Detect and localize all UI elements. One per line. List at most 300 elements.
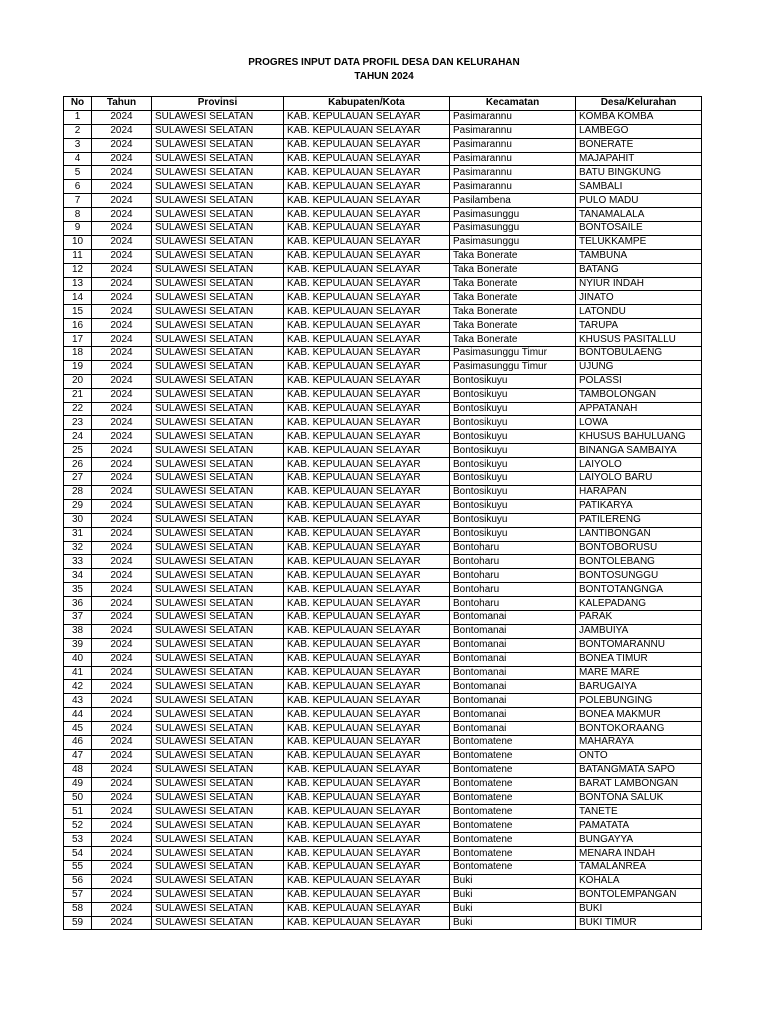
table-row: [64, 735, 702, 749]
cell-desa-kelurahan: PULO MADU: [576, 194, 702, 208]
cell-tahun: 2024: [92, 555, 152, 569]
cell-no: 9: [64, 222, 92, 236]
cell-kecamatan: Bontomanai: [450, 624, 576, 638]
cell-provinsi: SULAWESI SELATAN: [152, 138, 284, 152]
table-row: [64, 277, 702, 291]
table-row: [64, 708, 702, 722]
cell-no: 31: [64, 527, 92, 541]
cell-kecamatan: Pasimarannu: [450, 110, 576, 124]
table-row: [64, 319, 702, 333]
cell-desa-kelurahan: LANTIBONGAN: [576, 527, 702, 541]
cell-desa-kelurahan: BUNGAYYA: [576, 833, 702, 847]
cell-desa-kelurahan: BONTOTANGNGA: [576, 583, 702, 597]
cell-desa-kelurahan: KOHALA: [576, 874, 702, 888]
cell-no: 37: [64, 610, 92, 624]
cell-tahun: 2024: [92, 388, 152, 402]
table-row: [64, 847, 702, 861]
cell-no: 28: [64, 485, 92, 499]
cell-kabupaten-kota: KAB. KEPULAUAN SELAYAR: [284, 624, 450, 638]
cell-kabupaten-kota: KAB. KEPULAUAN SELAYAR: [284, 166, 450, 180]
cell-kecamatan: Bontoharu: [450, 555, 576, 569]
cell-desa-kelurahan: LAIYOLO BARU: [576, 472, 702, 486]
cell-desa-kelurahan: KOMBA KOMBA: [576, 110, 702, 124]
table-row: [64, 610, 702, 624]
cell-kabupaten-kota: KAB. KEPULAUAN SELAYAR: [284, 235, 450, 249]
cell-kecamatan: Bontomatene: [450, 777, 576, 791]
cell-kabupaten-kota: KAB. KEPULAUAN SELAYAR: [284, 569, 450, 583]
cell-tahun: 2024: [92, 333, 152, 347]
cell-kabupaten-kota: KAB. KEPULAUAN SELAYAR: [284, 541, 450, 555]
table-row: [64, 583, 702, 597]
cell-tahun: 2024: [92, 263, 152, 277]
cell-no: 20: [64, 374, 92, 388]
cell-no: 50: [64, 791, 92, 805]
cell-provinsi: SULAWESI SELATAN: [152, 249, 284, 263]
cell-kecamatan: Pasimasunggu: [450, 235, 576, 249]
cell-kabupaten-kota: KAB. KEPULAUAN SELAYAR: [284, 291, 450, 305]
cell-provinsi: SULAWESI SELATAN: [152, 583, 284, 597]
cell-kabupaten-kota: KAB. KEPULAUAN SELAYAR: [284, 708, 450, 722]
cell-kabupaten-kota: KAB. KEPULAUAN SELAYAR: [284, 152, 450, 166]
cell-tahun: 2024: [92, 444, 152, 458]
cell-desa-kelurahan: BONERATE: [576, 138, 702, 152]
cell-no: 58: [64, 902, 92, 916]
cell-kabupaten-kota: KAB. KEPULAUAN SELAYAR: [284, 388, 450, 402]
cell-tahun: 2024: [92, 180, 152, 194]
cell-no: 8: [64, 208, 92, 222]
cell-no: 33: [64, 555, 92, 569]
cell-kecamatan: Pasimasunggu: [450, 208, 576, 222]
cell-tahun: 2024: [92, 791, 152, 805]
cell-tahun: 2024: [92, 888, 152, 902]
cell-tahun: 2024: [92, 638, 152, 652]
cell-kecamatan: Bontosikuyu: [450, 527, 576, 541]
cell-kecamatan: Taka Bonerate: [450, 277, 576, 291]
cell-kecamatan: Bontosikuyu: [450, 444, 576, 458]
cell-tahun: 2024: [92, 763, 152, 777]
cell-kabupaten-kota: KAB. KEPULAUAN SELAYAR: [284, 458, 450, 472]
cell-tahun: 2024: [92, 152, 152, 166]
cell-no: 10: [64, 235, 92, 249]
cell-no: 35: [64, 583, 92, 597]
cell-tahun: 2024: [92, 110, 152, 124]
table-row: [64, 166, 702, 180]
table-row: [64, 569, 702, 583]
cell-tahun: 2024: [92, 902, 152, 916]
cell-no: 7: [64, 194, 92, 208]
cell-kabupaten-kota: KAB. KEPULAUAN SELAYAR: [284, 777, 450, 791]
cell-no: 27: [64, 472, 92, 486]
cell-kecamatan: Bontoharu: [450, 597, 576, 611]
table-row: [64, 180, 702, 194]
cell-desa-kelurahan: PATILERENG: [576, 513, 702, 527]
cell-kabupaten-kota: KAB. KEPULAUAN SELAYAR: [284, 124, 450, 138]
cell-kabupaten-kota: KAB. KEPULAUAN SELAYAR: [284, 333, 450, 347]
cell-kabupaten-kota: KAB. KEPULAUAN SELAYAR: [284, 513, 450, 527]
cell-desa-kelurahan: TELUKKAMPE: [576, 235, 702, 249]
cell-kabupaten-kota: KAB. KEPULAUAN SELAYAR: [284, 319, 450, 333]
cell-provinsi: SULAWESI SELATAN: [152, 333, 284, 347]
cell-no: 18: [64, 347, 92, 361]
cell-tahun: 2024: [92, 291, 152, 305]
cell-no: 1: [64, 110, 92, 124]
cell-kecamatan: Taka Bonerate: [450, 249, 576, 263]
cell-provinsi: SULAWESI SELATAN: [152, 805, 284, 819]
cell-tahun: 2024: [92, 749, 152, 763]
cell-kabupaten-kota: KAB. KEPULAUAN SELAYAR: [284, 860, 450, 874]
cell-kabupaten-kota: KAB. KEPULAUAN SELAYAR: [284, 430, 450, 444]
cell-desa-kelurahan: BARAT LAMBONGAN: [576, 777, 702, 791]
cell-tahun: 2024: [92, 847, 152, 861]
table-row: [64, 749, 702, 763]
cell-kecamatan: Bontomanai: [450, 610, 576, 624]
cell-desa-kelurahan: BATANGMATA SAPO: [576, 763, 702, 777]
table-row: [64, 194, 702, 208]
cell-provinsi: SULAWESI SELATAN: [152, 708, 284, 722]
cell-kecamatan: Pasimarannu: [450, 180, 576, 194]
cell-no: 56: [64, 874, 92, 888]
cell-provinsi: SULAWESI SELATAN: [152, 124, 284, 138]
cell-provinsi: SULAWESI SELATAN: [152, 902, 284, 916]
cell-provinsi: SULAWESI SELATAN: [152, 735, 284, 749]
cell-desa-kelurahan: LOWA: [576, 416, 702, 430]
cell-tahun: 2024: [92, 513, 152, 527]
table-row: [64, 333, 702, 347]
cell-no: 52: [64, 819, 92, 833]
cell-tahun: 2024: [92, 138, 152, 152]
cell-kecamatan: Bontomanai: [450, 708, 576, 722]
cell-kecamatan: Bontomanai: [450, 652, 576, 666]
cell-provinsi: SULAWESI SELATAN: [152, 694, 284, 708]
cell-tahun: 2024: [92, 597, 152, 611]
table-row: [64, 652, 702, 666]
cell-kecamatan: Bontomanai: [450, 680, 576, 694]
cell-desa-kelurahan: JINATO: [576, 291, 702, 305]
cell-tahun: 2024: [92, 777, 152, 791]
cell-provinsi: SULAWESI SELATAN: [152, 916, 284, 930]
cell-no: 30: [64, 513, 92, 527]
cell-no: 43: [64, 694, 92, 708]
cell-desa-kelurahan: TANAMALALA: [576, 208, 702, 222]
cell-kabupaten-kota: KAB. KEPULAUAN SELAYAR: [284, 277, 450, 291]
cell-provinsi: SULAWESI SELATAN: [152, 888, 284, 902]
cell-provinsi: SULAWESI SELATAN: [152, 847, 284, 861]
cell-no: 42: [64, 680, 92, 694]
cell-kecamatan: Pasimarannu: [450, 166, 576, 180]
cell-no: 25: [64, 444, 92, 458]
cell-kecamatan: Bontomatene: [450, 833, 576, 847]
cell-no: 59: [64, 916, 92, 930]
cell-provinsi: SULAWESI SELATAN: [152, 416, 284, 430]
cell-provinsi: SULAWESI SELATAN: [152, 819, 284, 833]
cell-kecamatan: Bontomatene: [450, 819, 576, 833]
cell-kabupaten-kota: KAB. KEPULAUAN SELAYAR: [284, 888, 450, 902]
cell-kabupaten-kota: KAB. KEPULAUAN SELAYAR: [284, 819, 450, 833]
cell-kabupaten-kota: KAB. KEPULAUAN SELAYAR: [284, 763, 450, 777]
cell-kecamatan: Bontosikuyu: [450, 458, 576, 472]
table-row: [64, 472, 702, 486]
cell-desa-kelurahan: BONEA TIMUR: [576, 652, 702, 666]
cell-provinsi: SULAWESI SELATAN: [152, 569, 284, 583]
cell-kecamatan: Taka Bonerate: [450, 263, 576, 277]
cell-provinsi: SULAWESI SELATAN: [152, 305, 284, 319]
cell-no: 22: [64, 402, 92, 416]
cell-desa-kelurahan: BINANGA SAMBAIYA: [576, 444, 702, 458]
cell-no: 26: [64, 458, 92, 472]
cell-kabupaten-kota: KAB. KEPULAUAN SELAYAR: [284, 597, 450, 611]
cell-kecamatan: Bontosikuyu: [450, 374, 576, 388]
table-row: [64, 722, 702, 736]
cell-no: 48: [64, 763, 92, 777]
cell-provinsi: SULAWESI SELATAN: [152, 402, 284, 416]
table-row: [64, 860, 702, 874]
table-row: [64, 360, 702, 374]
cell-desa-kelurahan: LAIYOLO: [576, 458, 702, 472]
table-row: [64, 666, 702, 680]
table-row: [64, 805, 702, 819]
cell-no: 12: [64, 263, 92, 277]
cell-kabupaten-kota: KAB. KEPULAUAN SELAYAR: [284, 402, 450, 416]
cell-desa-kelurahan: BONTOSAILE: [576, 222, 702, 236]
cell-provinsi: SULAWESI SELATAN: [152, 860, 284, 874]
table-row: [64, 916, 702, 930]
cell-kabupaten-kota: KAB. KEPULAUAN SELAYAR: [284, 194, 450, 208]
cell-no: 47: [64, 749, 92, 763]
cell-kabupaten-kota: KAB. KEPULAUAN SELAYAR: [284, 222, 450, 236]
cell-no: 55: [64, 860, 92, 874]
cell-kabupaten-kota: KAB. KEPULAUAN SELAYAR: [284, 180, 450, 194]
cell-tahun: 2024: [92, 666, 152, 680]
cell-no: 14: [64, 291, 92, 305]
cell-no: 38: [64, 624, 92, 638]
cell-kecamatan: Pasimasunggu Timur: [450, 347, 576, 361]
cell-provinsi: SULAWESI SELATAN: [152, 180, 284, 194]
header-desa-kelurahan: Desa/Kelurahan: [576, 97, 702, 111]
cell-kecamatan: Bontosikuyu: [450, 416, 576, 430]
cell-provinsi: SULAWESI SELATAN: [152, 347, 284, 361]
cell-tahun: 2024: [92, 124, 152, 138]
cell-no: 24: [64, 430, 92, 444]
cell-kecamatan: Taka Bonerate: [450, 333, 576, 347]
cell-tahun: 2024: [92, 319, 152, 333]
cell-desa-kelurahan: BONTOLEBANG: [576, 555, 702, 569]
cell-kabupaten-kota: KAB. KEPULAUAN SELAYAR: [284, 874, 450, 888]
cell-kecamatan: Bontomatene: [450, 763, 576, 777]
cell-no: 23: [64, 416, 92, 430]
cell-provinsi: SULAWESI SELATAN: [152, 749, 284, 763]
header-no: No: [64, 97, 92, 111]
cell-kabupaten-kota: KAB. KEPULAUAN SELAYAR: [284, 360, 450, 374]
table-row: [64, 513, 702, 527]
cell-kecamatan: Bontoharu: [450, 541, 576, 555]
table-row: [64, 458, 702, 472]
cell-tahun: 2024: [92, 527, 152, 541]
cell-desa-kelurahan: PARAK: [576, 610, 702, 624]
cell-tahun: 2024: [92, 805, 152, 819]
cell-tahun: 2024: [92, 833, 152, 847]
cell-kecamatan: Buki: [450, 888, 576, 902]
cell-tahun: 2024: [92, 624, 152, 638]
cell-provinsi: SULAWESI SELATAN: [152, 152, 284, 166]
table-row: [64, 222, 702, 236]
cell-tahun: 2024: [92, 402, 152, 416]
cell-desa-kelurahan: SAMBALI: [576, 180, 702, 194]
cell-provinsi: SULAWESI SELATAN: [152, 791, 284, 805]
cell-kabupaten-kota: KAB. KEPULAUAN SELAYAR: [284, 263, 450, 277]
cell-tahun: 2024: [92, 694, 152, 708]
cell-desa-kelurahan: BONTOBULAENG: [576, 347, 702, 361]
cell-desa-kelurahan: JAMBUIYA: [576, 624, 702, 638]
cell-no: 5: [64, 166, 92, 180]
cell-desa-kelurahan: MARE MARE: [576, 666, 702, 680]
cell-kecamatan: Bontomatene: [450, 791, 576, 805]
cell-provinsi: SULAWESI SELATAN: [152, 388, 284, 402]
header-tahun: Tahun: [92, 97, 152, 111]
table-row: [64, 430, 702, 444]
cell-provinsi: SULAWESI SELATAN: [152, 458, 284, 472]
cell-kabupaten-kota: KAB. KEPULAUAN SELAYAR: [284, 555, 450, 569]
cell-kabupaten-kota: KAB. KEPULAUAN SELAYAR: [284, 722, 450, 736]
cell-kabupaten-kota: KAB. KEPULAUAN SELAYAR: [284, 805, 450, 819]
cell-kecamatan: Taka Bonerate: [450, 305, 576, 319]
cell-tahun: 2024: [92, 874, 152, 888]
table-row: [64, 680, 702, 694]
cell-tahun: 2024: [92, 222, 152, 236]
table-row: [64, 777, 702, 791]
cell-desa-kelurahan: BONTOMARANNU: [576, 638, 702, 652]
cell-provinsi: SULAWESI SELATAN: [152, 166, 284, 180]
table-row: [64, 402, 702, 416]
table-row: [64, 249, 702, 263]
cell-tahun: 2024: [92, 472, 152, 486]
cell-no: 32: [64, 541, 92, 555]
cell-kabupaten-kota: KAB. KEPULAUAN SELAYAR: [284, 583, 450, 597]
cell-no: 40: [64, 652, 92, 666]
table-row: [64, 305, 702, 319]
cell-kabupaten-kota: KAB. KEPULAUAN SELAYAR: [284, 499, 450, 513]
cell-kabupaten-kota: KAB. KEPULAUAN SELAYAR: [284, 444, 450, 458]
cell-no: 51: [64, 805, 92, 819]
cell-tahun: 2024: [92, 499, 152, 513]
cell-no: 45: [64, 722, 92, 736]
cell-provinsi: SULAWESI SELATAN: [152, 360, 284, 374]
cell-kabupaten-kota: KAB. KEPULAUAN SELAYAR: [284, 916, 450, 930]
cell-desa-kelurahan: KHUSUS PASITALLU: [576, 333, 702, 347]
cell-provinsi: SULAWESI SELATAN: [152, 194, 284, 208]
table-row: [64, 110, 702, 124]
table-row: [64, 291, 702, 305]
cell-provinsi: SULAWESI SELATAN: [152, 833, 284, 847]
cell-kabupaten-kota: KAB. KEPULAUAN SELAYAR: [284, 208, 450, 222]
cell-tahun: 2024: [92, 485, 152, 499]
cell-provinsi: SULAWESI SELATAN: [152, 472, 284, 486]
cell-no: 36: [64, 597, 92, 611]
cell-desa-kelurahan: MAHARAYA: [576, 735, 702, 749]
cell-tahun: 2024: [92, 360, 152, 374]
cell-provinsi: SULAWESI SELATAN: [152, 874, 284, 888]
cell-provinsi: SULAWESI SELATAN: [152, 235, 284, 249]
cell-desa-kelurahan: HARAPAN: [576, 485, 702, 499]
cell-no: 6: [64, 180, 92, 194]
cell-kecamatan: Bontomatene: [450, 847, 576, 861]
cell-kecamatan: Pasimarannu: [450, 124, 576, 138]
cell-kabupaten-kota: KAB. KEPULAUAN SELAYAR: [284, 110, 450, 124]
table-row: [64, 374, 702, 388]
cell-provinsi: SULAWESI SELATAN: [152, 638, 284, 652]
table-header-row: [64, 97, 702, 111]
cell-no: 46: [64, 735, 92, 749]
cell-kabupaten-kota: KAB. KEPULAUAN SELAYAR: [284, 833, 450, 847]
table-row: [64, 152, 702, 166]
cell-kabupaten-kota: KAB. KEPULAUAN SELAYAR: [284, 472, 450, 486]
cell-tahun: 2024: [92, 305, 152, 319]
cell-kecamatan: Bontosikuyu: [450, 485, 576, 499]
cell-tahun: 2024: [92, 735, 152, 749]
cell-desa-kelurahan: TAMBUNA: [576, 249, 702, 263]
cell-provinsi: SULAWESI SELATAN: [152, 222, 284, 236]
cell-kecamatan: Buki: [450, 874, 576, 888]
cell-provinsi: SULAWESI SELATAN: [152, 555, 284, 569]
table-row: [64, 138, 702, 152]
cell-provinsi: SULAWESI SELATAN: [152, 291, 284, 305]
cell-tahun: 2024: [92, 569, 152, 583]
table-row: [64, 555, 702, 569]
cell-desa-kelurahan: BUKI TIMUR: [576, 916, 702, 930]
cell-tahun: 2024: [92, 680, 152, 694]
cell-kabupaten-kota: KAB. KEPULAUAN SELAYAR: [284, 694, 450, 708]
document-title: PROGRES INPUT DATA PROFIL DESA DAN KELURAHAN: [248, 57, 520, 68]
cell-no: 13: [64, 277, 92, 291]
table-row: [64, 263, 702, 277]
table-body: [64, 110, 702, 930]
cell-no: 34: [64, 569, 92, 583]
cell-kecamatan: Buki: [450, 916, 576, 930]
cell-no: 15: [64, 305, 92, 319]
cell-no: 16: [64, 319, 92, 333]
cell-kabupaten-kota: KAB. KEPULAUAN SELAYAR: [284, 638, 450, 652]
cell-kecamatan: Taka Bonerate: [450, 319, 576, 333]
cell-provinsi: SULAWESI SELATAN: [152, 499, 284, 513]
cell-kecamatan: Bontomatene: [450, 749, 576, 763]
cell-kecamatan: Bontosikuyu: [450, 472, 576, 486]
cell-provinsi: SULAWESI SELATAN: [152, 652, 284, 666]
cell-kecamatan: Buki: [450, 902, 576, 916]
cell-no: 19: [64, 360, 92, 374]
cell-kecamatan: Bontomanai: [450, 638, 576, 652]
cell-tahun: 2024: [92, 277, 152, 291]
cell-tahun: 2024: [92, 249, 152, 263]
cell-provinsi: SULAWESI SELATAN: [152, 527, 284, 541]
table-row: [64, 791, 702, 805]
cell-tahun: 2024: [92, 819, 152, 833]
cell-tahun: 2024: [92, 541, 152, 555]
cell-kecamatan: Bontomatene: [450, 860, 576, 874]
cell-provinsi: SULAWESI SELATAN: [152, 610, 284, 624]
cell-desa-kelurahan: ONTO: [576, 749, 702, 763]
table-row: [64, 499, 702, 513]
cell-kecamatan: Bontomatene: [450, 735, 576, 749]
cell-desa-kelurahan: BATANG: [576, 263, 702, 277]
cell-kabupaten-kota: KAB. KEPULAUAN SELAYAR: [284, 902, 450, 916]
cell-tahun: 2024: [92, 235, 152, 249]
cell-provinsi: SULAWESI SELATAN: [152, 208, 284, 222]
cell-provinsi: SULAWESI SELATAN: [152, 541, 284, 555]
cell-kabupaten-kota: KAB. KEPULAUAN SELAYAR: [284, 666, 450, 680]
cell-desa-kelurahan: POLASSI: [576, 374, 702, 388]
cell-desa-kelurahan: LAMBEGO: [576, 124, 702, 138]
cell-kecamatan: Pasimasunggu Timur: [450, 360, 576, 374]
table-row: [64, 444, 702, 458]
